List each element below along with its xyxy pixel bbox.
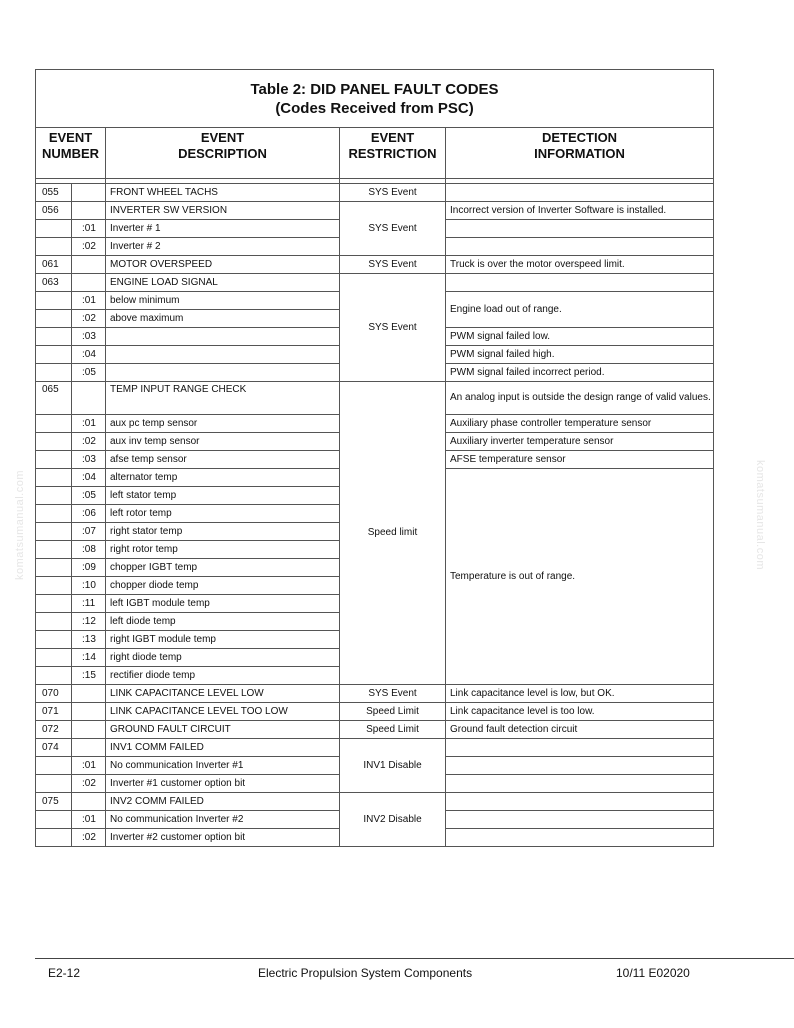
description-cell: chopper IGBT temp bbox=[106, 559, 340, 577]
event-number-cell bbox=[36, 613, 72, 631]
sub-code-cell: :02 bbox=[72, 829, 106, 847]
table-row bbox=[36, 382, 714, 415]
event-number-cell: 071 bbox=[36, 703, 72, 721]
description-cell: ENGINE LOAD SIGNAL bbox=[106, 274, 340, 292]
description-cell: chopper diode temp bbox=[106, 577, 340, 595]
sub-code-cell: :01 bbox=[72, 220, 106, 238]
event-number-cell bbox=[36, 292, 72, 310]
detection-cell: AFSE temperature sensor bbox=[446, 451, 714, 469]
header-event-number-l1: EVENT bbox=[48, 130, 93, 145]
detection-cell: PWM signal failed high. bbox=[446, 346, 714, 364]
event-number-cell bbox=[36, 541, 72, 559]
header-event-number-l2: NUMBER bbox=[41, 146, 100, 161]
description-cell: right IGBT module temp bbox=[106, 631, 340, 649]
table-row bbox=[36, 184, 714, 202]
description-cell: MOTOR OVERSPEED bbox=[106, 256, 340, 274]
description-cell: aux inv temp sensor bbox=[106, 433, 340, 451]
sub-code-cell: :01 bbox=[72, 292, 106, 310]
detection-cell bbox=[446, 811, 714, 829]
detection-cell: An analog input is outside the design range of valid values. bbox=[446, 382, 714, 415]
event-number-cell bbox=[36, 595, 72, 613]
sub-code-cell: :02 bbox=[72, 433, 106, 451]
table-row bbox=[36, 274, 714, 292]
sub-code-cell bbox=[72, 202, 106, 220]
header-event-restriction-l2: RESTRICTION bbox=[348, 146, 437, 161]
sub-code-cell: :13 bbox=[72, 631, 106, 649]
header-detection-information-l2: INFORMATION bbox=[534, 146, 625, 161]
table-row bbox=[36, 202, 714, 220]
table-row bbox=[36, 739, 714, 757]
description-cell: No communication Inverter #1 bbox=[106, 757, 340, 775]
table-row bbox=[36, 256, 714, 274]
sub-code-cell: :10 bbox=[72, 577, 106, 595]
event-number-cell bbox=[36, 811, 72, 829]
event-number-cell: 065 bbox=[36, 382, 72, 415]
sub-code-cell: :01 bbox=[72, 757, 106, 775]
watermark-left: komatsumanual.com bbox=[14, 470, 26, 580]
description-cell: afse temp sensor bbox=[106, 451, 340, 469]
event-number-cell: 056 bbox=[36, 202, 72, 220]
table-title-line1: Table 2: DID PANEL FAULT CODES bbox=[250, 80, 499, 98]
event-number-cell bbox=[36, 451, 72, 469]
description-cell: LINK CAPACITANCE LEVEL LOW bbox=[106, 685, 340, 703]
description-cell: Inverter # 2 bbox=[106, 238, 340, 256]
event-number-cell bbox=[36, 328, 72, 346]
description-cell: FRONT WHEEL TACHS bbox=[106, 184, 340, 202]
event-number-cell bbox=[36, 523, 72, 541]
sub-code-cell bbox=[72, 274, 106, 292]
event-number-cell bbox=[36, 757, 72, 775]
sub-code-cell bbox=[72, 256, 106, 274]
detection-cell bbox=[446, 757, 714, 775]
sub-code-cell: :07 bbox=[72, 523, 106, 541]
restriction-cell: INV1 Disable bbox=[340, 739, 446, 793]
header-event-number bbox=[36, 128, 106, 179]
description-cell bbox=[106, 346, 340, 364]
event-number-cell bbox=[36, 487, 72, 505]
description-cell: left diode temp bbox=[106, 613, 340, 631]
detection-cell bbox=[446, 184, 714, 202]
description-cell: LINK CAPACITANCE LEVEL TOO LOW bbox=[106, 703, 340, 721]
detection-cell bbox=[446, 238, 714, 256]
sub-code-cell: :12 bbox=[72, 613, 106, 631]
description-cell: aux pc temp sensor bbox=[106, 415, 340, 433]
description-cell: Inverter #2 customer option bit bbox=[106, 829, 340, 847]
description-cell: above maximum bbox=[106, 310, 340, 328]
restriction-cell: Speed limit bbox=[340, 382, 446, 685]
event-number-cell bbox=[36, 220, 72, 238]
description-cell: No communication Inverter #2 bbox=[106, 811, 340, 829]
sub-code-cell bbox=[72, 721, 106, 739]
sub-code-cell: :05 bbox=[72, 364, 106, 382]
description-cell: left IGBT module temp bbox=[106, 595, 340, 613]
sub-code-cell: :09 bbox=[72, 559, 106, 577]
sub-code-cell: :03 bbox=[72, 451, 106, 469]
sub-code-cell: :04 bbox=[72, 469, 106, 487]
sub-code-cell: :02 bbox=[72, 310, 106, 328]
event-number-cell bbox=[36, 469, 72, 487]
sub-code-cell: :06 bbox=[72, 505, 106, 523]
description-cell: Inverter #1 customer option bit bbox=[106, 775, 340, 793]
sub-code-cell: :08 bbox=[72, 541, 106, 559]
header-event-description-l2: DESCRIPTION bbox=[178, 146, 267, 161]
description-cell: right diode temp bbox=[106, 649, 340, 667]
description-cell: alternator temp bbox=[106, 469, 340, 487]
restriction-cell: Speed Limit bbox=[340, 721, 446, 739]
sub-code-cell: :03 bbox=[72, 328, 106, 346]
detection-cell bbox=[446, 274, 714, 292]
sub-code-cell: :01 bbox=[72, 415, 106, 433]
event-number-cell bbox=[36, 433, 72, 451]
sub-code-cell: :05 bbox=[72, 487, 106, 505]
event-number-cell bbox=[36, 415, 72, 433]
description-cell: left rotor temp bbox=[106, 505, 340, 523]
description-cell: INV2 COMM FAILED bbox=[106, 793, 340, 811]
footer-divider bbox=[35, 958, 794, 959]
event-number-cell: 075 bbox=[36, 793, 72, 811]
restriction-cell: SYS Event bbox=[340, 274, 446, 382]
event-number-cell bbox=[36, 667, 72, 685]
event-number-cell: 061 bbox=[36, 256, 72, 274]
event-number-cell: 072 bbox=[36, 721, 72, 739]
header-event-description-l1: EVENT bbox=[200, 130, 245, 145]
description-cell: Inverter # 1 bbox=[106, 220, 340, 238]
sub-code-cell bbox=[72, 184, 106, 202]
sub-code-cell: :11 bbox=[72, 595, 106, 613]
footer-page-number: E2-12 bbox=[48, 966, 81, 980]
description-cell: left stator temp bbox=[106, 487, 340, 505]
description-cell: rectifier diode temp bbox=[106, 667, 340, 685]
event-number-cell bbox=[36, 364, 72, 382]
header-detection-information-l1: DETECTION bbox=[541, 130, 618, 145]
restriction-cell: SYS Event bbox=[340, 202, 446, 256]
event-number-cell: 070 bbox=[36, 685, 72, 703]
restriction-cell: Speed Limit bbox=[340, 703, 446, 721]
detection-cell: Auxiliary inverter temperature sensor bbox=[446, 433, 714, 451]
description-cell: INVERTER SW VERSION bbox=[106, 202, 340, 220]
sub-code-cell: :04 bbox=[72, 346, 106, 364]
description-cell: below minimum bbox=[106, 292, 340, 310]
table-row bbox=[36, 793, 714, 811]
description-cell bbox=[106, 364, 340, 382]
event-number-cell bbox=[36, 559, 72, 577]
event-number-cell bbox=[36, 505, 72, 523]
detection-cell bbox=[446, 739, 714, 757]
table-title bbox=[36, 70, 714, 128]
event-number-cell bbox=[36, 238, 72, 256]
table-row bbox=[36, 721, 714, 739]
header-detection-information bbox=[446, 128, 714, 179]
detection-cell: Engine load out of range. bbox=[446, 292, 714, 328]
table-row bbox=[36, 703, 714, 721]
detection-cell bbox=[446, 775, 714, 793]
sub-code-cell bbox=[72, 703, 106, 721]
detection-cell: Link capacitance level is low, but OK. bbox=[446, 685, 714, 703]
event-number-cell: 055 bbox=[36, 184, 72, 202]
restriction-cell: INV2 Disable bbox=[340, 793, 446, 847]
sub-code-cell: :15 bbox=[72, 667, 106, 685]
event-number-cell: 074 bbox=[36, 739, 72, 757]
header-event-restriction-l1: EVENT bbox=[370, 130, 415, 145]
sub-code-cell bbox=[72, 382, 106, 415]
sub-code-cell bbox=[72, 685, 106, 703]
watermark-right: komatsumanual.com bbox=[754, 460, 766, 570]
restriction-cell: SYS Event bbox=[340, 184, 446, 202]
detection-cell: Incorrect version of Inverter Software is installed. bbox=[446, 202, 714, 220]
restriction-cell: SYS Event bbox=[340, 685, 446, 703]
event-number-cell bbox=[36, 346, 72, 364]
table-row bbox=[36, 685, 714, 703]
description-cell: right rotor temp bbox=[106, 541, 340, 559]
event-number-cell bbox=[36, 310, 72, 328]
event-number-cell: 063 bbox=[36, 274, 72, 292]
description-cell: GROUND FAULT CIRCUIT bbox=[106, 721, 340, 739]
detection-cell bbox=[446, 220, 714, 238]
event-number-cell bbox=[36, 631, 72, 649]
event-number-cell bbox=[36, 649, 72, 667]
detection-cell: Link capacitance level is too low. bbox=[446, 703, 714, 721]
detection-cell: Ground fault detection circuit bbox=[446, 721, 714, 739]
description-cell: TEMP INPUT RANGE CHECK bbox=[106, 382, 340, 415]
description-cell bbox=[106, 328, 340, 346]
header-event-restriction bbox=[340, 128, 446, 179]
header-event-description bbox=[106, 128, 340, 179]
detection-cell: Temperature is out of range. bbox=[446, 469, 714, 685]
sub-code-cell: :02 bbox=[72, 775, 106, 793]
event-number-cell bbox=[36, 577, 72, 595]
footer-section-title: Electric Propulsion System Components bbox=[258, 966, 473, 980]
fault-codes-table bbox=[35, 69, 714, 847]
detection-cell bbox=[446, 829, 714, 847]
detection-cell: Auxiliary phase controller temperature sensor bbox=[446, 415, 714, 433]
event-number-cell bbox=[36, 829, 72, 847]
description-cell: INV1 COMM FAILED bbox=[106, 739, 340, 757]
sub-code-cell: :01 bbox=[72, 811, 106, 829]
description-cell: right stator temp bbox=[106, 523, 340, 541]
event-number-cell bbox=[36, 775, 72, 793]
detection-cell bbox=[446, 793, 714, 811]
detection-cell: PWM signal failed low. bbox=[446, 328, 714, 346]
sub-code-cell: :14 bbox=[72, 649, 106, 667]
detection-cell: PWM signal failed incorrect period. bbox=[446, 364, 714, 382]
footer-document-code: 10/11 E02020 bbox=[616, 966, 690, 980]
restriction-cell: SYS Event bbox=[340, 256, 446, 274]
sub-code-cell: :02 bbox=[72, 238, 106, 256]
sub-code-cell bbox=[72, 793, 106, 811]
table-title-line2: (Codes Received from PSC) bbox=[275, 99, 474, 117]
sub-code-cell bbox=[72, 739, 106, 757]
detection-cell: Truck is over the motor overspeed limit. bbox=[446, 256, 714, 274]
